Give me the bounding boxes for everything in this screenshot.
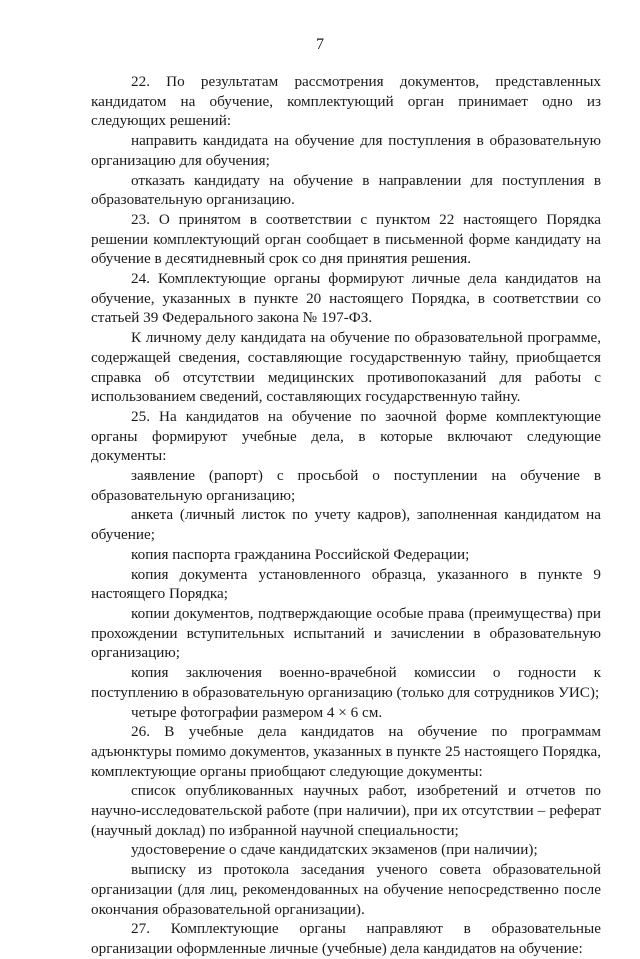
paragraph-26-item-protocol: выписку из протокола заседания ученого совета образовательной организации (для лиц, рекомендованных на обучение непосредственно после окончания образовательной организации). <box>91 861 601 918</box>
paragraph-24-secret-info: К личному делу кандидата на обучение по образовательной программе, содержащей сведения, составляющие государственную тайну, приобщается справка об отсутствии медицинских противопоказаний для работы с использованием сведений, составляющих государственную тайну. <box>91 329 601 406</box>
paragraph-23: 23. О принятом в соответствии с пунктом 22 настоящего Порядка решении комплектующий орган сообщает в письменной форме кандидату на обучение в десятидневный срок со дня принятия решения. <box>91 210 601 268</box>
paragraph-25-item-passport: копия паспорта гражданина Российской Федерации; <box>131 545 470 563</box>
paragraph-24: 24. Комплектующие органы формируют личные дела кандидатов на обучение, указанных в пункте 20 настоящего Порядка, в соответствии со статьей 39 Федерального закона № 197-ФЗ. <box>91 270 601 327</box>
paragraph-22-option-send: направить кандидата на обучение для поступления в образовательную организацию для обучения; <box>91 132 601 169</box>
page-number: 7 <box>316 36 324 53</box>
paragraph-22-option-refuse: отказать кандидату на обучение в направлении для поступления в образовательную организацию. <box>91 171 601 209</box>
paragraph-25-item-application: заявление (рапорт) с просьбой о поступлении на обучение в образовательную организацию; <box>91 467 601 504</box>
paragraph-25-item-photos: четыре фотографии размером 4 × 6 см. <box>131 703 383 721</box>
paragraph-27: 27. Комплектующие органы направляют в образовательные организации оформленные личные (учебные) дела кандидатов на обучение: <box>91 920 601 957</box>
paragraph-26-item-exams: удостоверение о сдаче кандидатских экзаменов (при наличии); <box>131 841 538 859</box>
paragraph-25-item-privileges: копии документов, подтверждающие особые права (преимущества) при прохождении вступительных испытаний и зачислении в образовательную организацию; <box>91 604 601 662</box>
paragraph-22-decision: 22. По результатам рассмотрения документов, представленных кандидатом на обучение, комплектующий орган принимает одно из следующих решений: <box>91 73 601 130</box>
paragraph-25-item-medical: копия заключения военно-врачебной комиссии о годности к поступлению в образовательную организацию (только для сотрудников УИС); <box>91 664 601 701</box>
document-body <box>91 72 601 959</box>
paragraph-26: 26. В учебные дела кандидатов на обучение по программам адъюнктуры помимо документов, указанных в пункте 25 настоящего Порядка, комплектующие органы приобщают следующие документы: <box>91 723 601 780</box>
paragraph-25-item-education-doc: копия документа установленного образца, указанного в пункте 9 настоящего Порядка; <box>91 565 601 603</box>
paragraph-25: 25. На кандидатов на обучение по заочной форме комплектующие органы формируют учебные дела, в которые включают следующие документы: <box>91 407 601 465</box>
paragraph-25-item-questionnaire: анкета (личный листок по учету кадров), заполненная кандидатом на обучение; <box>91 506 601 544</box>
paragraph-26-item-publications: список опубликованных научных работ, изобретений и отчетов по научно-исследовательской работе (при наличии), при их отсутствии – реферат (научный доклад) по избранной научной специальности; <box>91 782 601 839</box>
